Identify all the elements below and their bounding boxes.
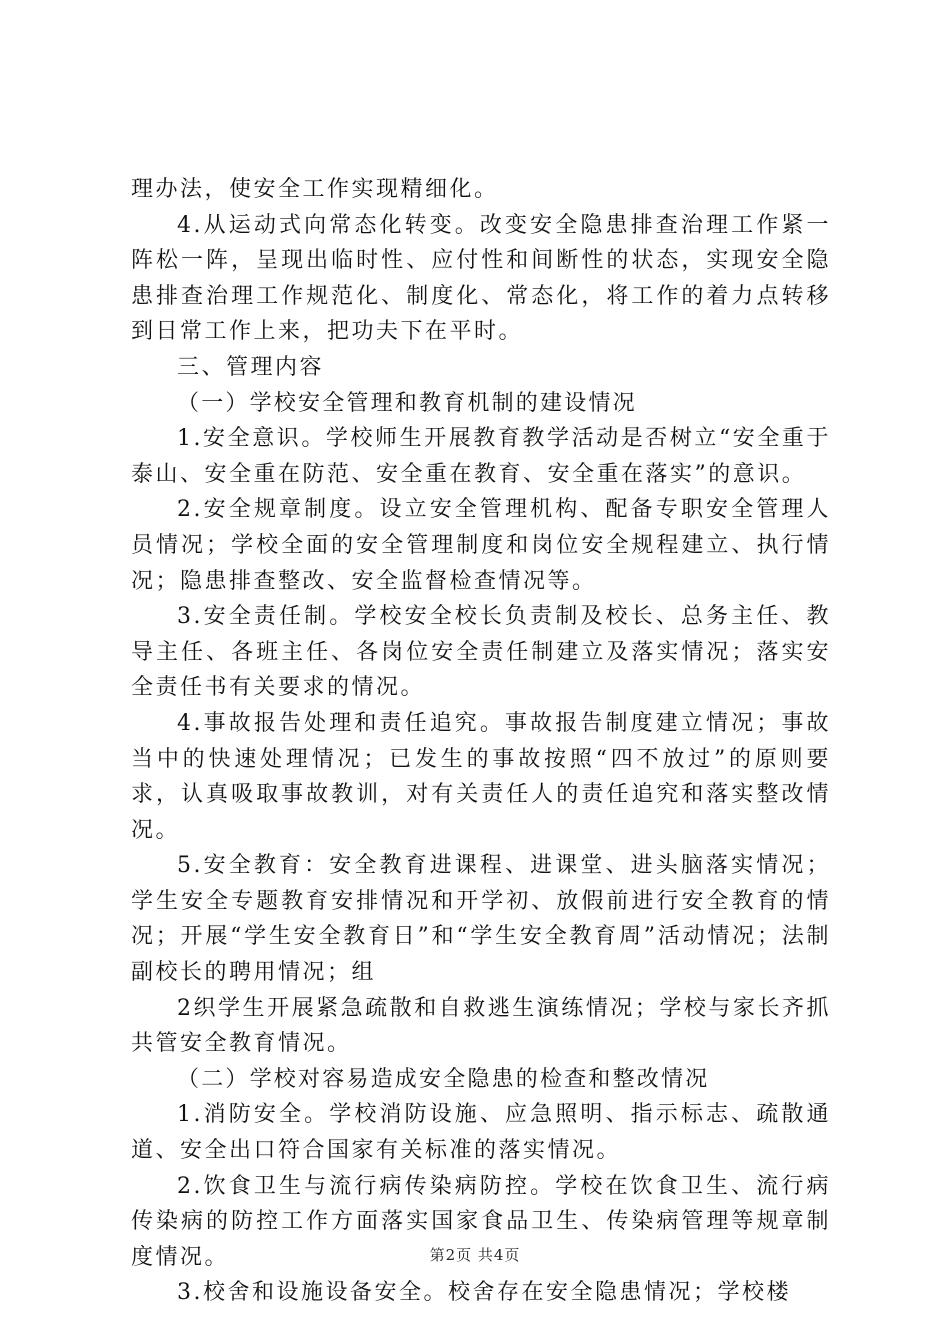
paragraph-continuation: 理办法，使安全工作实现精细化。 <box>131 177 499 202</box>
subsection-heading-2: （二）学校对容易造成安全隐患的检查和整改情况 <box>177 1066 710 1092</box>
paragraph-safety-rules: 2.安全规章制度。设立安全管理机构、配备专职安全管理人员情况；学校全面的安全管理制度和岗位安全规程建立、执行情况；隐患排查整改、安全监督检查情况等。 <box>131 497 831 594</box>
paragraph-food-hygiene: 2.饮食卫生与流行病传染病防控。学校在饮食卫生、流行病传染病的防控工作方面落实国家食品卫生、传染病管理等规章制度情况。 <box>131 1173 831 1270</box>
document-body <box>131 172 831 1311</box>
paragraph-evacuation-drills: 2织学生开展紧急疏散和自救逃生演练情况；学校与家长齐抓共管安全教育情况。 <box>131 995 831 1057</box>
section-heading-management-content: 三、管理内容 <box>177 354 325 380</box>
paragraph-fire-safety: 1.消防安全。学校消防设施、应急照明、指示标志、疏散通道、安全出口符合国家有关标准的落实情况。 <box>131 1102 831 1164</box>
paragraph-responsibility-system: 3.安全责任制。学校安全校长负责制及校长、总务主任、教导主任、各班主任、各岗位安全责任制建立及落实情况；落实安全责任书有关要求的情况。 <box>131 604 831 701</box>
paragraph-building-safety: 3.校舍和设施设备安全。校舍存在安全隐患情况；学校楼 <box>177 1280 791 1306</box>
paragraph-accident-reporting: 4.事故报告处理和责任追究。事故报告制度建立情况；事故当中的快速处理情况；已发生的事故按照“四不放过”的原则要求，认真吸取事故教训，对有关责任人的责任追究和落实整改情况。 <box>131 710 831 843</box>
subsection-heading-1: （一）学校安全管理和教育机制的建设情况 <box>177 390 637 416</box>
paragraph-item-4: 4.从运动式向常态化转变。改变安全隐患排查治理工作紧一阵松一阵，呈现出临时性、应付性和间断性的状态，实现安全隐患排查治理工作规范化、制度化、常态化，将工作的着力点转移到日常工作上来，把功夫下在平时。 <box>131 212 831 345</box>
paragraph-safety-education: 5.安全教育：安全教育进课程、进课堂、进头脑落实情况；学生安全专题教育安排情况和开学初、放假前进行安全教育的情况；开展“学生安全教育日”和“学生安全教育周”活动情况；法制副校长的聘用情况；组 <box>131 853 831 986</box>
page-number-footer: 第2页 共4页 <box>429 1246 521 1264</box>
paragraph-safety-awareness: 1.安全意识。学校师生开展教育教学活动是否树立“安全重于泰山、安全重在防范、安全重在教育、安全重在落实”的意识。 <box>131 426 831 487</box>
